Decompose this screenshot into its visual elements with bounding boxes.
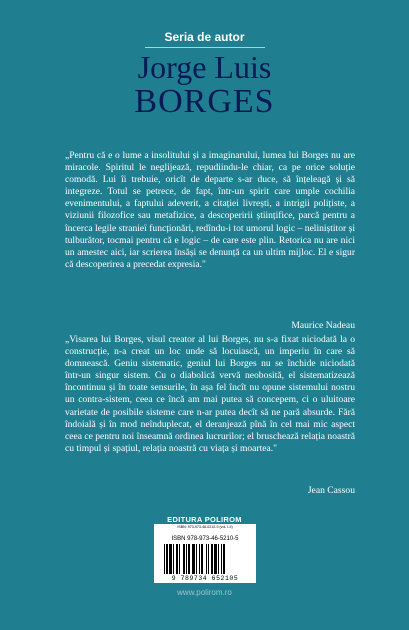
barcode-bar: [199, 544, 200, 574]
barcode-bar: [211, 544, 213, 574]
barcode-bar: [186, 544, 187, 574]
barcode-bar: [192, 544, 195, 574]
barcode-bar: [183, 544, 185, 574]
series-label: Seria de autor: [164, 30, 245, 44]
barcode-bar: [223, 544, 225, 574]
quote-attribution-nadeau: Maurice Nadeau: [291, 320, 355, 331]
series-divider: [145, 47, 265, 48]
publisher-website: www.polirom.ro: [177, 588, 232, 597]
barcode-bar: [218, 544, 219, 574]
barcode-bar: [208, 544, 209, 574]
barcode-bar: [179, 544, 180, 574]
barcode-bar: [166, 544, 168, 574]
barcode-bar: [221, 544, 222, 574]
barcode-bar: [164, 544, 165, 574]
barcode-bar: [206, 544, 207, 574]
barcode-digits: 9 789734 652105: [171, 575, 239, 582]
barcode-bar: [214, 544, 217, 574]
barcode-bar: [176, 544, 178, 574]
barcode-bar: [169, 544, 172, 574]
barcode-panel: [154, 524, 256, 583]
quote-nadeau: „Pentru că e o lume a insolitului și a imaginarului, lumea lui Borges nu are miracole. Spiritul le neglijează, repudiindu-le chiar, ca pe orice soluție comodă. Lui îi trebuie, oricît de departe s-ar duce, să înțeleagă și să integreze. Totul se petrece, de fapt, într-un spirit care umple cochilia evenimentului, a faptului adeverit, a citației livrești, a intrigii polițiste, a viziunii filozofice sau metafizice, a descoperirii științifice, parcă pentru a încerca legile stranieï funcționări, redîndu-i tot umorul logic – neliniștitor și tulburător, tocmai pentru că e logic – de care este plin. Retorica nu are nici un amestec aici, iar scrierea însăși se denunță ca un ultim mijloc. El e sigur că descoperirea a precedat expresia.": [65, 150, 355, 270]
author-last-name: BORGES: [134, 83, 275, 120]
author-first-name: Jorge Luis: [137, 49, 272, 85]
barcode-graphic: [163, 544, 247, 576]
barcode-bar: [196, 544, 197, 574]
barcode-bar: [173, 544, 174, 574]
barcode-bar: [188, 544, 190, 574]
isbn-set-number: ISBN: 973-973-46-0212-9 (vol. I-II): [177, 525, 233, 529]
isbn-number: ISBN 978-973-46-5210-5: [171, 536, 239, 542]
quote-attribution-cassou: Jean Cassou: [307, 485, 355, 496]
barcode-bar: [201, 544, 203, 574]
quote-cassou: „Visarea lui Borges, visul creator al lui Borges, nu s-a fixat niciodată la o construcție, n-a creat un loc unde să locuiască, un imperiu în care să domnească. Geniu sistematic, geniul lui Borges nu se închide niciodată într-un singur sistem. Cu o diabolică vervă neobosită, el sistematizează încontinuu și în toate sensurile, în așa fel încît nu opune sistemului nostru un contra-sistem, ceea ce încă am mai putea să concepem, ci o uluitoare varietate de posibile sisteme care n-ar putea decît să ne pară absurde. Fără îndoială și în mod neînduplecat, el deranjează pînă în cel mai mic aspect ceea ce pentru noi înseamnă ordinea lucrurilor; el bruschează relația noastră cu timpul și spațiul, relația noastră cu viața și moartea.": [65, 334, 355, 454]
publisher-name: EDITURA POLIROM: [167, 515, 242, 524]
